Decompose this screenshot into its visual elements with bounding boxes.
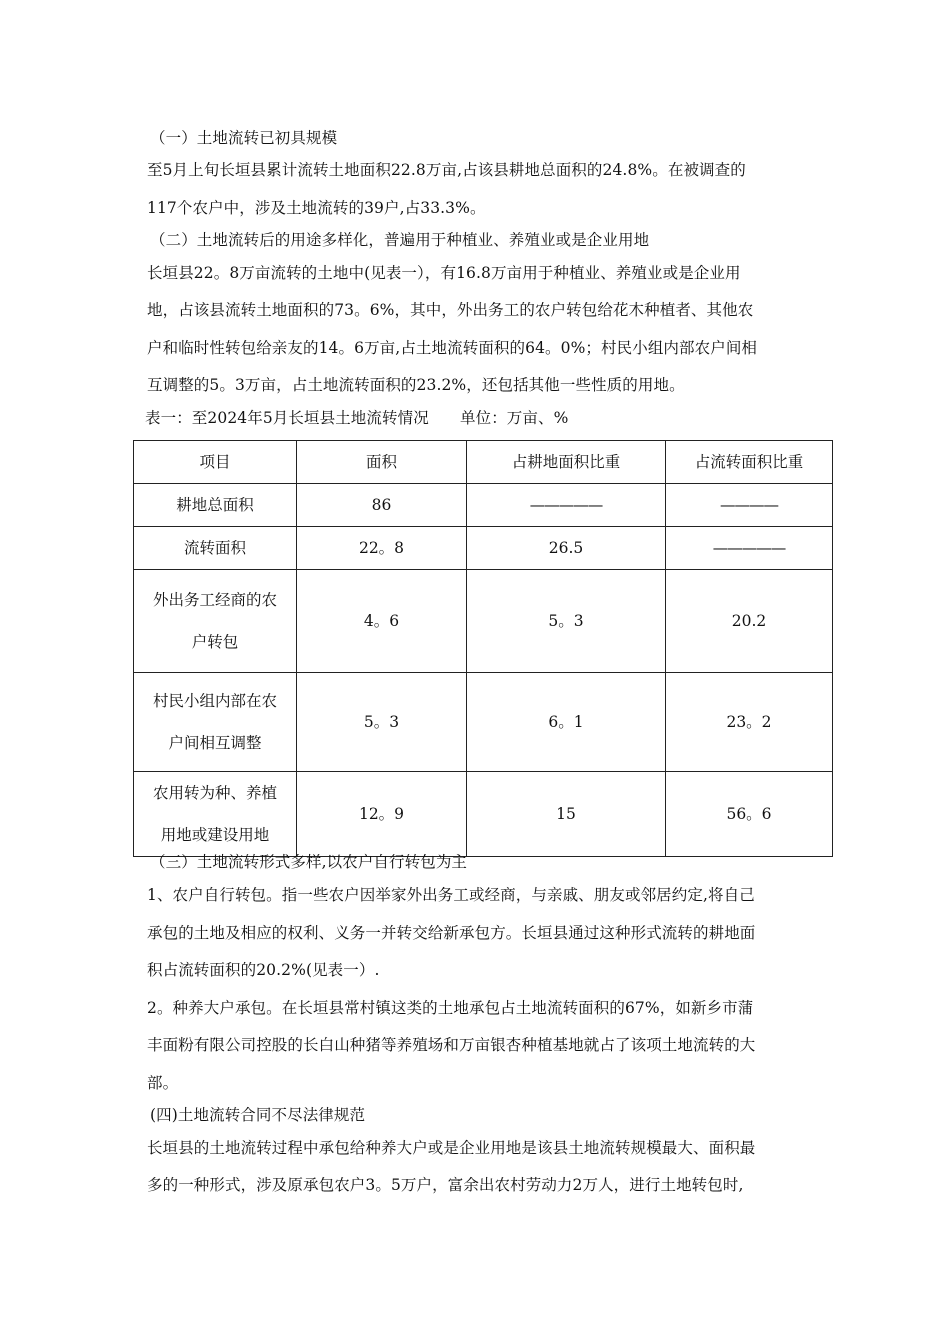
cell-transfer-pct: ————— — [666, 527, 833, 570]
section3-line-2: 承包的土地及相应的权利、义务一并转交给新承包方。长垣县通过这种形式流转的耕地面 — [147, 924, 756, 942]
header-area: 面积 — [297, 441, 467, 484]
section2-line-2: 地，占该县流转土地面积的73。6%，其中，外出务工的农户转包给花木种植者、其他农 — [147, 301, 754, 319]
header-transfer-pct: 占流转面积比重 — [666, 441, 833, 484]
cell-item-line-1: 农用转为种、养植 — [152, 784, 277, 802]
cell-item — [134, 673, 297, 772]
header-item: 项目 — [134, 441, 297, 484]
section4-line-2: 多的一种形式，涉及原承包农户3。5万户，富余出农村劳动力2万人，进行土地转包时, — [147, 1176, 744, 1194]
table-row — [134, 527, 833, 570]
section3-line-5: 丰面粉有限公司控股的长白山种猪等养殖场和万亩银杏种植基地就占了该项土地流转的大 — [147, 1036, 756, 1054]
cell-arable-pct: 6。1 — [467, 673, 666, 772]
cell-arable-pct: 15 — [467, 772, 666, 857]
section1-heading: （一）土地流转已初具规模 — [150, 129, 338, 147]
section2-line-1: 长垣县22。8万亩流转的土地中(见表一），有16.8万亩用于种植业、养殖业或是企业用 — [147, 264, 741, 282]
cell-item-line-1: 外出务工经商的农 — [152, 591, 277, 609]
table-row — [134, 484, 833, 527]
section4-line-1: 长垣县的土地流转过程中承包给种养大户或是企业用地是该县土地流转规模最大、面积最 — [147, 1139, 756, 1157]
cell-area: 12。9 — [297, 772, 467, 857]
section1-line-2: 117个农户中，涉及土地流转的39户,占33.3%。 — [147, 199, 486, 217]
cell-transfer-pct: 23。2 — [666, 673, 833, 772]
cell-arable-pct: 5。3 — [467, 570, 666, 673]
cell-item-line-2: 用地或建设用地 — [160, 826, 270, 844]
land-transfer-table — [133, 440, 833, 857]
cell-item-line-2: 户间相互调整 — [168, 734, 262, 752]
cell-item — [134, 570, 297, 673]
cell-arable-pct: 26.5 — [467, 527, 666, 570]
cell-item: 耕地总面积 — [134, 484, 297, 527]
table-caption: 表一：至2024年5月长垣县土地流转情况 单位：万亩、% — [145, 409, 569, 427]
table-row — [134, 570, 833, 673]
cell-item — [134, 772, 297, 857]
table-row — [134, 772, 833, 857]
cell-area: 22。8 — [297, 527, 467, 570]
cell-item-line-1: 村民小组内部在农 — [152, 692, 277, 710]
section1-line-1: 至5月上旬长垣县累计流转土地面积22.8万亩,占该县耕地总面积的24.8%。在被调查的 — [147, 161, 746, 179]
cell-transfer-pct: 20.2 — [666, 570, 833, 673]
section4-heading: (四)土地流转合同不尽法律规范 — [150, 1106, 366, 1124]
section2-line-3: 户和临时性转包给亲友的14。6万亩,占土地流转面积的64。0%；村民小组内部农户间相 — [147, 339, 758, 357]
cell-item: 流转面积 — [134, 527, 297, 570]
section3-line-3: 积占流转面积的20.2%(见表一）. — [147, 961, 380, 979]
cell-transfer-pct: 56。6 — [666, 772, 833, 857]
section3-line-1: 1、农户自行转包。指一些农户因举家外出务工或经商，与亲戚、朋友或邻居约定,将自己 — [147, 886, 755, 904]
cell-area: 4。6 — [297, 570, 467, 673]
cell-item-line-2: 户转包 — [191, 633, 239, 651]
cell-arable-pct: ————— — [467, 484, 666, 527]
table-header-row — [134, 441, 833, 484]
cell-area: 86 — [297, 484, 467, 527]
section3-heading: （三）土地流转形式多样,以农户自行转包为主 — [150, 853, 468, 871]
section2-line-4: 互调整的5。3万亩，占土地流转面积的23.2%，还包括其他一些性质的用地。 — [147, 376, 685, 394]
section3-line-4: 2。种养大户承包。在长垣县常村镇这类的土地承包占土地流转面积的67%，如新乡市蒲 — [147, 999, 754, 1017]
table-row — [134, 673, 833, 772]
cell-area: 5。3 — [297, 673, 467, 772]
section2-heading: （二）土地流转后的用途多样化，普遍用于种植业、养殖业或是企业用地 — [150, 231, 650, 249]
cell-transfer-pct: ———— — [666, 484, 833, 527]
section3-line-6: 部。 — [147, 1074, 179, 1092]
header-arable-pct: 占耕地面积比重 — [467, 441, 666, 484]
